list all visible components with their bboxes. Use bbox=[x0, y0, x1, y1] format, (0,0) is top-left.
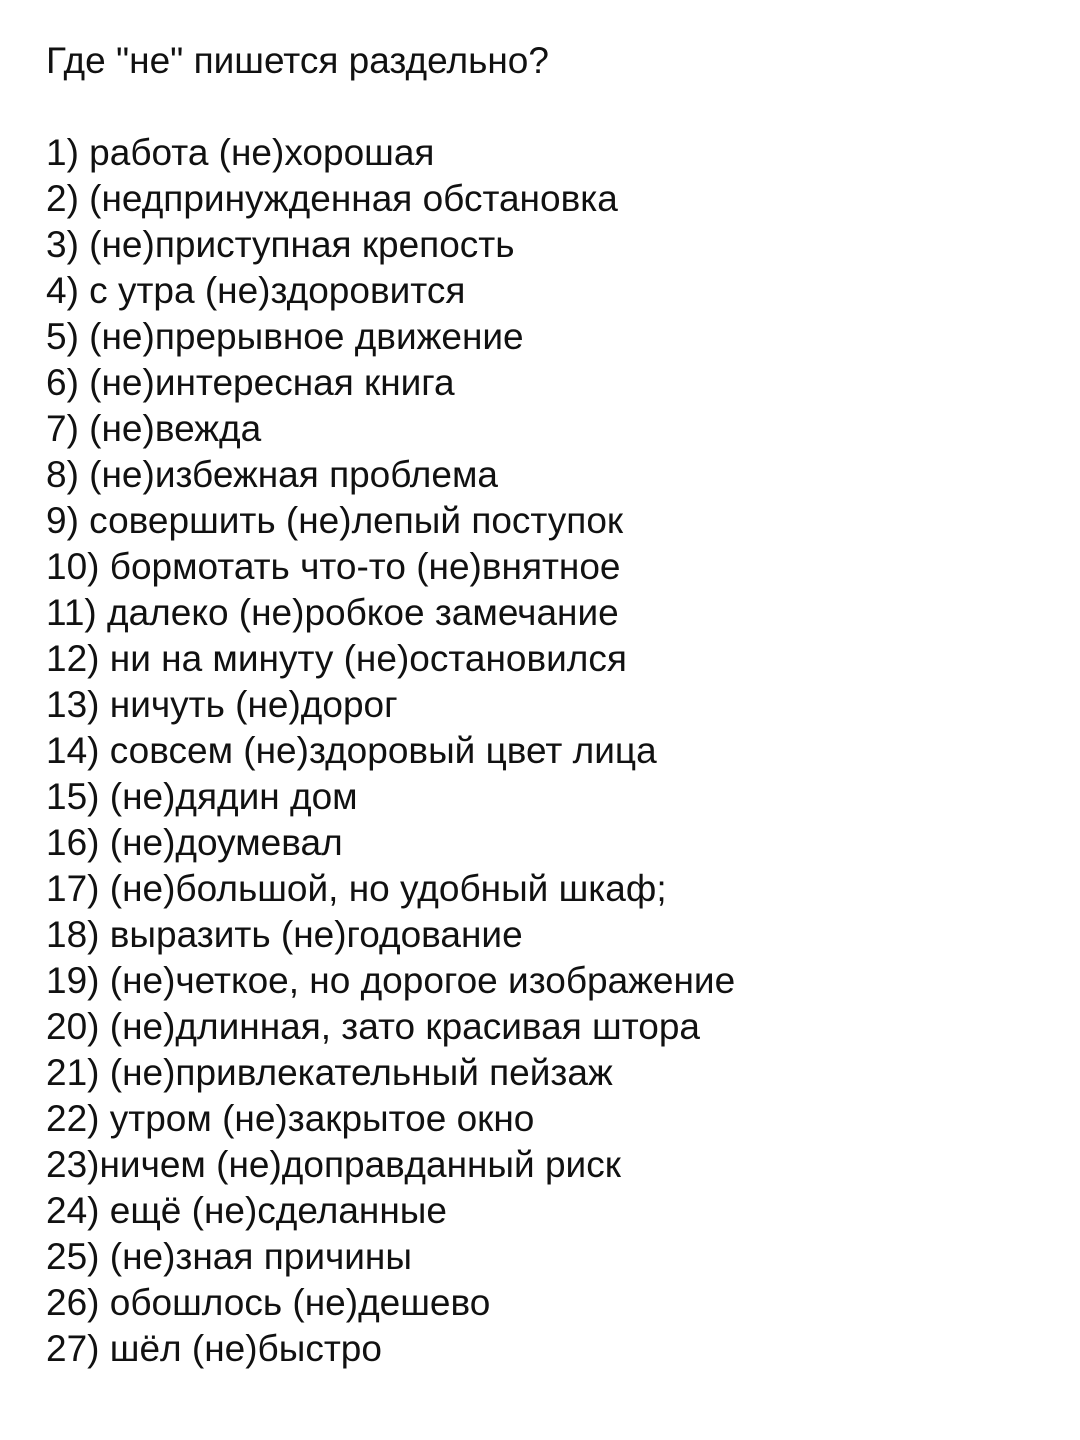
option-item-3: 3) (не)приступная крепость bbox=[46, 224, 515, 265]
option-item-1: 1) работа (не)хорошая bbox=[46, 132, 435, 173]
option-item-24: 24) ещё (не)сделанные bbox=[46, 1190, 447, 1231]
option-item-9: 9) совершить (не)лепый поступок bbox=[46, 500, 624, 541]
option-item-26: 26) обошлось (не)дешево bbox=[46, 1282, 491, 1323]
option-item-12: 12) ни на минуту (не)остановился bbox=[46, 638, 627, 679]
option-item-22: 22) утром (не)закрытое окно bbox=[46, 1098, 535, 1139]
option-item-20: 20) (не)длинная, зато красивая штора bbox=[46, 1006, 701, 1047]
option-item-5: 5) (не)прерывное движение bbox=[46, 316, 524, 357]
option-item-7: 7) (не)вежда bbox=[46, 408, 262, 449]
options-list bbox=[46, 130, 735, 1372]
option-item-16: 16) (не)доумевал bbox=[46, 822, 343, 863]
option-item-4: 4) с утра (не)здоровится bbox=[46, 270, 466, 311]
option-item-15: 15) (не)дядин дом bbox=[46, 776, 358, 817]
question-title: Где "не" пишется раздельно? bbox=[46, 40, 549, 81]
option-item-10: 10) бормотать что-то (не)внятное bbox=[46, 546, 621, 587]
option-item-13: 13) ничуть (не)дорог bbox=[46, 684, 398, 725]
option-item-14: 14) совсем (не)здоровый цвет лица bbox=[46, 730, 657, 771]
option-item-2: 2) (недпринужденная обстановка bbox=[46, 178, 618, 219]
option-item-25: 25) (не)зная причины bbox=[46, 1236, 412, 1277]
option-item-27: 27) шёл (не)быстро bbox=[46, 1328, 382, 1369]
option-item-23: 23)ничем (не)доправданный риск bbox=[46, 1144, 621, 1185]
option-item-18: 18) выразить (не)годование bbox=[46, 914, 523, 955]
option-item-8: 8) (не)избежная проблема bbox=[46, 454, 498, 495]
option-item-17: 17) (не)большой, но удобный шкаф; bbox=[46, 868, 667, 909]
option-item-6: 6) (не)интересная книга bbox=[46, 362, 455, 403]
option-item-11: 11) далеко (не)робкое замечание bbox=[46, 592, 619, 633]
option-item-21: 21) (не)привлекательный пейзаж bbox=[46, 1052, 613, 1093]
option-item-19: 19) (не)четкое, но дорогое изображение bbox=[46, 960, 736, 1001]
